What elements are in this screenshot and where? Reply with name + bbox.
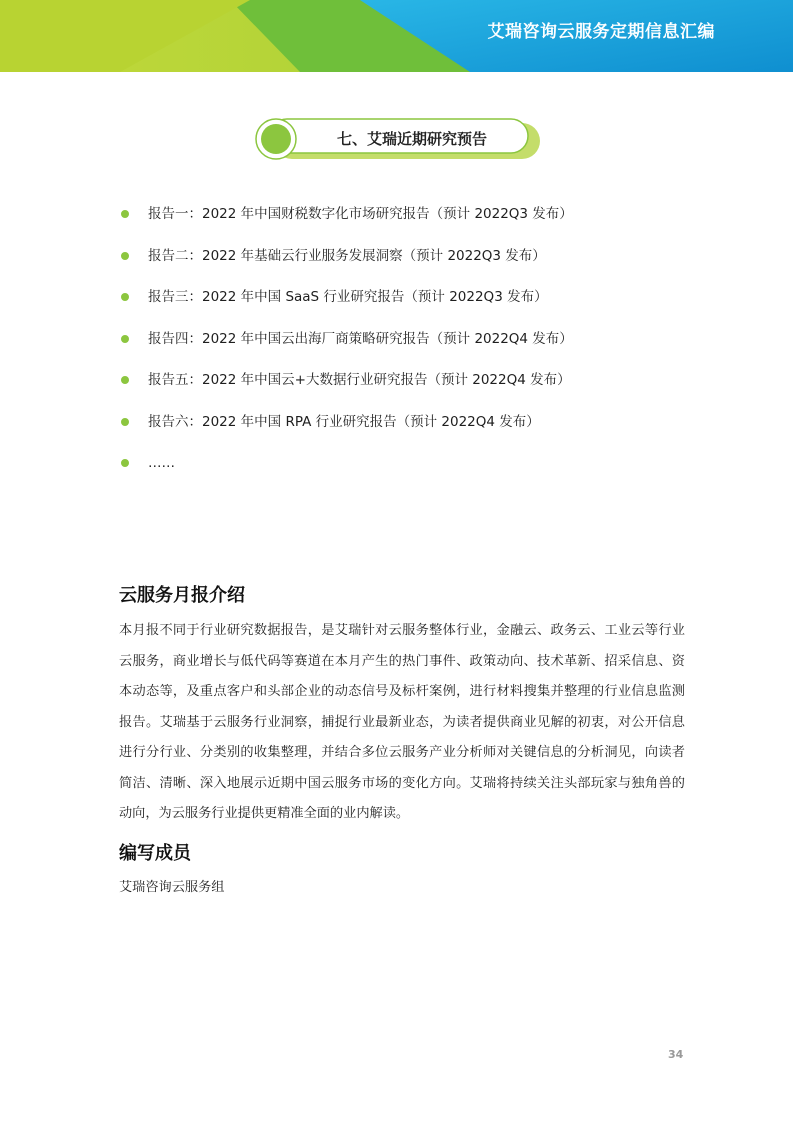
list-item bbox=[120, 246, 573, 288]
authors-text: 艾瑞咨询云服务组 bbox=[119, 880, 225, 895]
intro-heading: 云服务月报介绍 bbox=[119, 585, 245, 606]
intro-paragraph: 本月报不同于行业研究数据报告，是艾瑞针对云服务整体行业，金融云、政务云、工业云等行业云服务，商业增长与低代码等赛道在本月产生的热门事件、政策动向、技术革新、招采信息、资本动态等，及重点客户和头部企业的动态信号及标杆案例，进行材料搜集并整理的行业信息监测报告。艾瑞基于云服务行业洞察，捕捉行业最新业态，为读者提供商业见解的初衷，对公开信息进行分行业、分类别的收集整理，并结合多位云服务产业分析师对关键信息的分析洞见，向读者简洁、清晰、深入地展示近期中国云服务市场的变化方向。艾瑞将持续关注头部玩家与独角兽的动向，为云服务行业提供更精准全面的业内解读。 bbox=[119, 623, 685, 821]
bullet-dot-icon bbox=[121, 459, 129, 467]
bullet-dot-icon bbox=[121, 418, 129, 426]
bullet-dot-icon bbox=[121, 293, 129, 301]
authors-heading: 编写成员 bbox=[119, 843, 191, 864]
section-title: 七、艾瑞近期研究预告 bbox=[336, 130, 487, 148]
bullet-dot-icon bbox=[121, 252, 129, 260]
list-item bbox=[120, 287, 573, 329]
report-text: …… bbox=[148, 455, 175, 471]
page-header bbox=[0, 0, 793, 72]
header-title: 艾瑞咨询云服务定期信息汇编 bbox=[487, 22, 715, 42]
page-number: 34 bbox=[668, 1048, 684, 1061]
bullet-dot-icon bbox=[121, 335, 129, 343]
list-item bbox=[120, 370, 573, 412]
list-item bbox=[120, 453, 573, 495]
list-item bbox=[120, 412, 573, 454]
report-text: 报告三：2022 年中国 SaaS 行业研究报告（预计 2022Q3 发布） bbox=[148, 289, 548, 305]
list-item bbox=[120, 204, 573, 246]
report-text: 报告一：2022 年中国财税数字化市场研究报告（预计 2022Q3 发布） bbox=[148, 206, 573, 222]
bullet-dot-icon bbox=[121, 210, 129, 218]
list-item bbox=[120, 329, 573, 371]
report-text: 报告二：2022 年基础云行业服务发展洞察（预计 2022Q3 发布） bbox=[148, 247, 546, 264]
section-badge bbox=[254, 117, 542, 161]
bullet-dot-icon bbox=[121, 376, 129, 384]
report-list bbox=[120, 204, 573, 495]
report-text: 报告五：2022 年中国云+大数据行业研究报告（预计 2022Q4 发布） bbox=[148, 372, 571, 388]
report-text: 报告六：2022 年中国 RPA 行业研究报告（预计 2022Q4 发布） bbox=[148, 413, 540, 430]
report-text: 报告四：2022 年中国云出海厂商策略研究报告（预计 2022Q4 发布） bbox=[148, 330, 573, 347]
